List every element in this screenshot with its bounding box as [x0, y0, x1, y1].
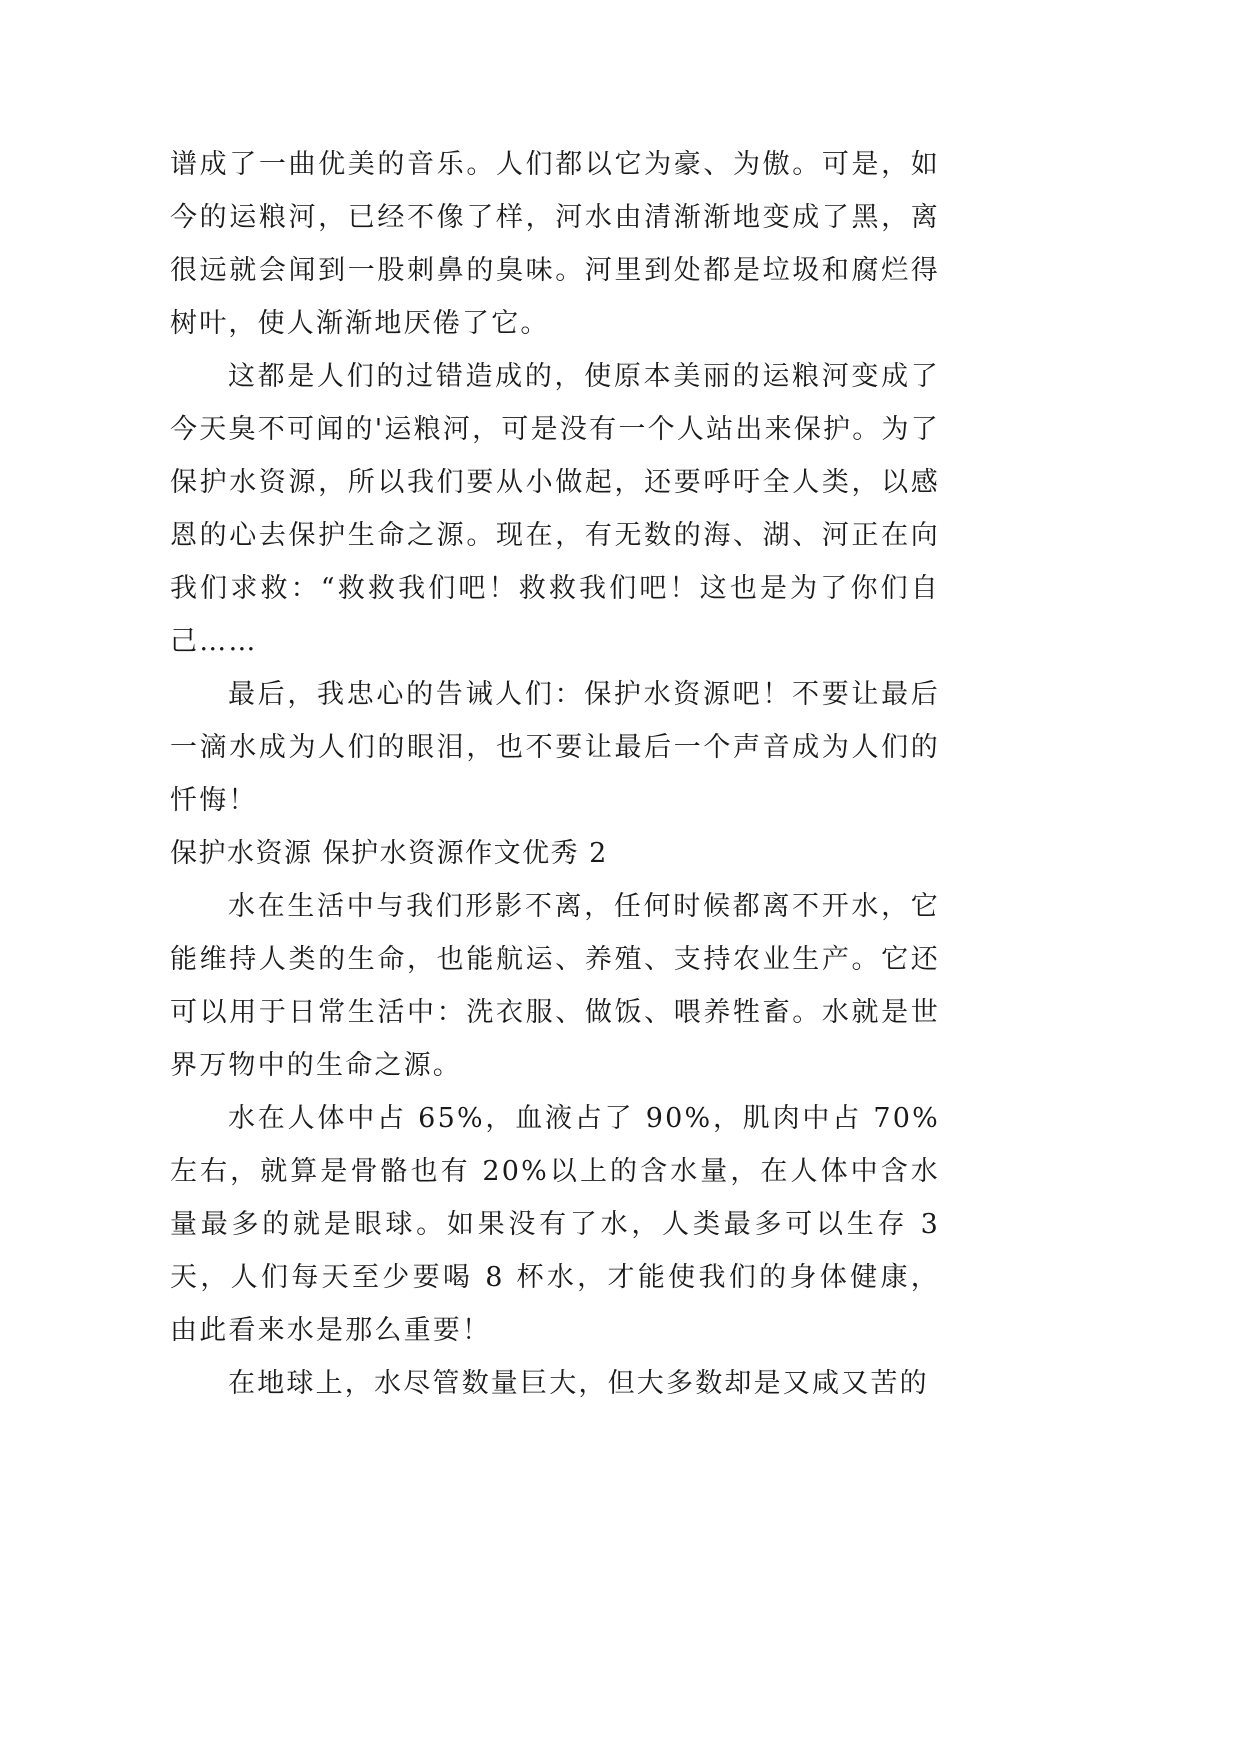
paragraph-2: 这都是人们的过错造成的，使原本美丽的运粮河变成了今天臭不可闻的'运粮河，可是没有一个人站出来保护。为了保护水资源，所以我们要从小做起，还要呼吁全人类，以感恩的心去保护生命之源。现在，有无数的海、湖、河正在向我们求救：“救救我们吧！救救我们吧！这也是为了你们自己…… [170, 361, 940, 657]
paragraph-3: 最后，我忠心的告诫人们：保护水资源吧！不要让最后一滴水成为人们的眼泪，也不要让最后一个声音成为人们的忏悔！ [170, 679, 940, 816]
paragraph-5: 水在人体中占 65%，血液占了 90%，肌肉中占 70%左右，就算是骨骼也有 20%以上的含水量，在人体中含水量最多的就是眼球。如果没有了水，人类最多可以生存 3 天，人们每天至少要喝 8 杯水，才能使我们的身体健康，由此看来水是那么重要！ [170, 1103, 940, 1346]
paragraph-1: 谱成了一曲优美的音乐。人们都以它为豪、为傲。可是，如今的运粮河，已经不像了样，河水由清渐渐地变成了黑，离很远就会闻到一股刺鼻的臭味。河里到处都是垃圾和腐烂得树叶，使人渐渐地厌倦了它。 [170, 149, 940, 339]
document-body [170, 138, 940, 1410]
paragraph-4: 水在生活中与我们形影不离，任何时候都离不开水，它能维持人类的生命，也能航运、养殖、支持农业生产。它还可以用于日常生活中：洗衣服、做饭、喂养牲畜。水就是世界万物中的生命之源。 [170, 891, 940, 1081]
paragraph-6: 在地球上，水尽管数量巨大，但大多数却是又咸又苦的 [228, 1368, 929, 1399]
section-heading: 保护水资源 保护水资源作文优秀 2 [170, 838, 608, 869]
